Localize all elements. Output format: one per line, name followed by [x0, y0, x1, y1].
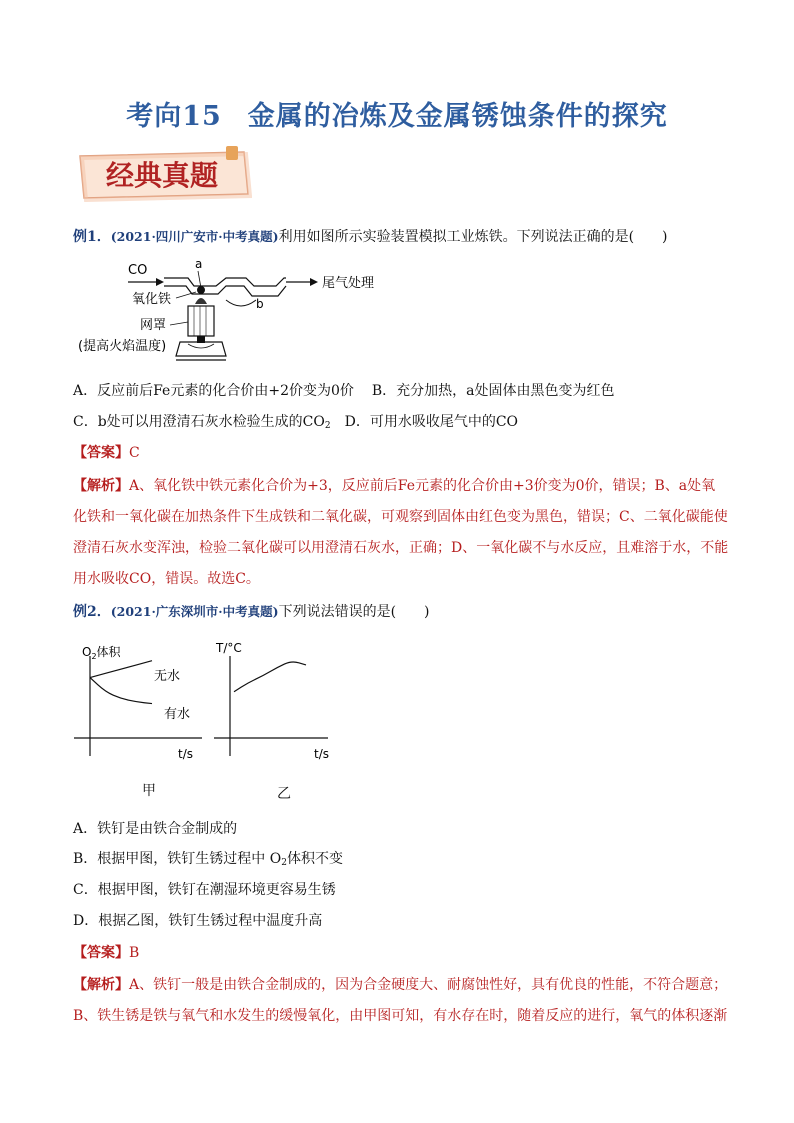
ex1-answer: [73, 442, 140, 464]
graph-jia-ylabel: $O_2$体积: [82, 645, 121, 661]
caption-jia: 甲: [142, 783, 156, 799]
ex1-option-a: A．反应前后Fe元素的化合价由+2价变为0价: [73, 383, 354, 399]
title-text: 金属的冶炼及金属锈蚀条件的探究: [247, 101, 668, 132]
graph-jia: [70, 636, 210, 766]
ex2-question: [73, 601, 430, 623]
b-label: b: [256, 297, 264, 311]
graph-yi-xlabel: t/s: [314, 747, 329, 761]
ex1-option-c-sub: 2: [324, 421, 331, 431]
ex1-answer-tag: 【答案】: [73, 445, 129, 461]
graph-jia-xlabel: t/s: [178, 747, 193, 761]
banner-text: 经典真题: [105, 159, 219, 192]
plot-jia-series-1: [90, 678, 152, 704]
ex1-options-cd: [73, 411, 518, 437]
graph-yi-ylabel: T/°C: [216, 641, 242, 655]
exhaust-label: 尾气处理: [322, 276, 375, 291]
section-banner: [76, 146, 252, 202]
ex2-option-b-post: 体积不变: [286, 851, 343, 867]
ex1-option-d: D．可用水吸收尾气中的CO: [344, 414, 519, 430]
ex2-analysis-line-2: B、铁生锈是铁与氧气和水发生的缓慢氧化，由甲图可知，有水存在时，随着反应的进行，氧气的体积逐渐: [73, 1008, 728, 1024]
apparatus-figure: [76, 256, 386, 368]
ex1-options-ab: [73, 380, 615, 402]
ex2-option-b-text: B．根据甲图，铁钉生锈过程中 O: [73, 851, 282, 867]
plot-yi-series-0: [234, 662, 306, 692]
page-title: [0, 94, 794, 133]
series-label-wushui: 无水: [154, 669, 181, 684]
ex2-analysis-text-1: A、铁钉一般是由铁合金制成的，因为合金硬度大、耐腐蚀性好，具有优良的性能，不符合题意；: [129, 977, 728, 993]
mesh-cover: [188, 306, 214, 336]
ex2-answer: [73, 942, 139, 964]
co-label: CO: [128, 263, 148, 278]
ex1-question: [73, 226, 668, 248]
ex2-answer-value: B: [129, 945, 140, 961]
a-label: a: [195, 257, 203, 271]
graph-yi: [210, 636, 340, 766]
ex2-option-c: C．根据甲图，铁钉在潮湿环境更容易生锈: [73, 882, 336, 898]
alcohol-lamp: [176, 342, 226, 356]
ex2-source: (2021·广东深圳市·中考真题): [110, 604, 279, 619]
graph-yi-plot: [234, 662, 306, 692]
ex2-question-text: 下列说法错误的是( ): [278, 604, 430, 620]
ex1-source: (2021·四川广安市·中考真题): [110, 229, 279, 244]
ex2-analysis-line-1: [73, 974, 727, 996]
ex1-answer-value: C: [129, 445, 140, 461]
ex1-option-b: B．充分加热，a处固体由黑色变为红色: [371, 383, 615, 399]
oxide-label: 氧化铁: [132, 292, 172, 307]
ex2-option-b: [73, 848, 343, 874]
mesh-label: 网罩: [140, 318, 167, 333]
ex2-label: 例2．: [73, 604, 111, 620]
ex1-analysis-tag: 【解析】: [73, 478, 129, 494]
caption-yi: 乙: [277, 786, 291, 802]
ex2-answer-tag: 【答案】: [73, 945, 129, 961]
ex2-option-d: D．根据乙图，铁钉生锈过程中温度升高: [73, 913, 323, 929]
note-label: (提高火焰温度): [78, 339, 167, 354]
ex1-question-text: 利用如图所示实验装置模拟工业炼铁。下列说法正确的是( ): [278, 229, 668, 245]
ex1-analysis-line-3: 澄清石灰水变浑浊，检验二氧化碳可以用澄清石灰水，正确；D、一氧化碳不与水反应，且难溶于水，不能: [73, 540, 729, 556]
ex1-analysis-text-1: A、氧化铁中铁元素化合价为+3，反应前后Fe元素的化合价由+3价变为0价，错误；B、a处氧: [129, 478, 716, 494]
series-label-youshui: 有水: [164, 707, 191, 722]
ex1-analysis-line-4: 用水吸收CO，错误。故选C。: [73, 571, 260, 587]
ex1-analysis-line-2: 化铁和一氧化碳在加热条件下生成铁和二氧化碳，可观察到固体由红色变为黑色，错误；C、二氧化碳能使: [73, 509, 728, 525]
ex2-analysis-tag: 【解析】: [73, 977, 129, 993]
graph-jia-plot: [90, 661, 152, 704]
clip-icon: [226, 146, 238, 160]
ex1-label: 例1．: [73, 229, 111, 245]
ex1-option-c-text: C．b处可以用澄清石灰水检验生成的CO: [73, 414, 325, 430]
ex2-option-b-sub: 2: [281, 858, 287, 868]
title-prefix: 考向15: [126, 101, 222, 132]
ex1-option-c: [73, 414, 331, 430]
plot-jia-series-0: [90, 661, 152, 678]
ex1-analysis-line-1: [73, 475, 715, 497]
ex2-option-a: A．铁钉是由铁合金制成的: [73, 821, 238, 837]
